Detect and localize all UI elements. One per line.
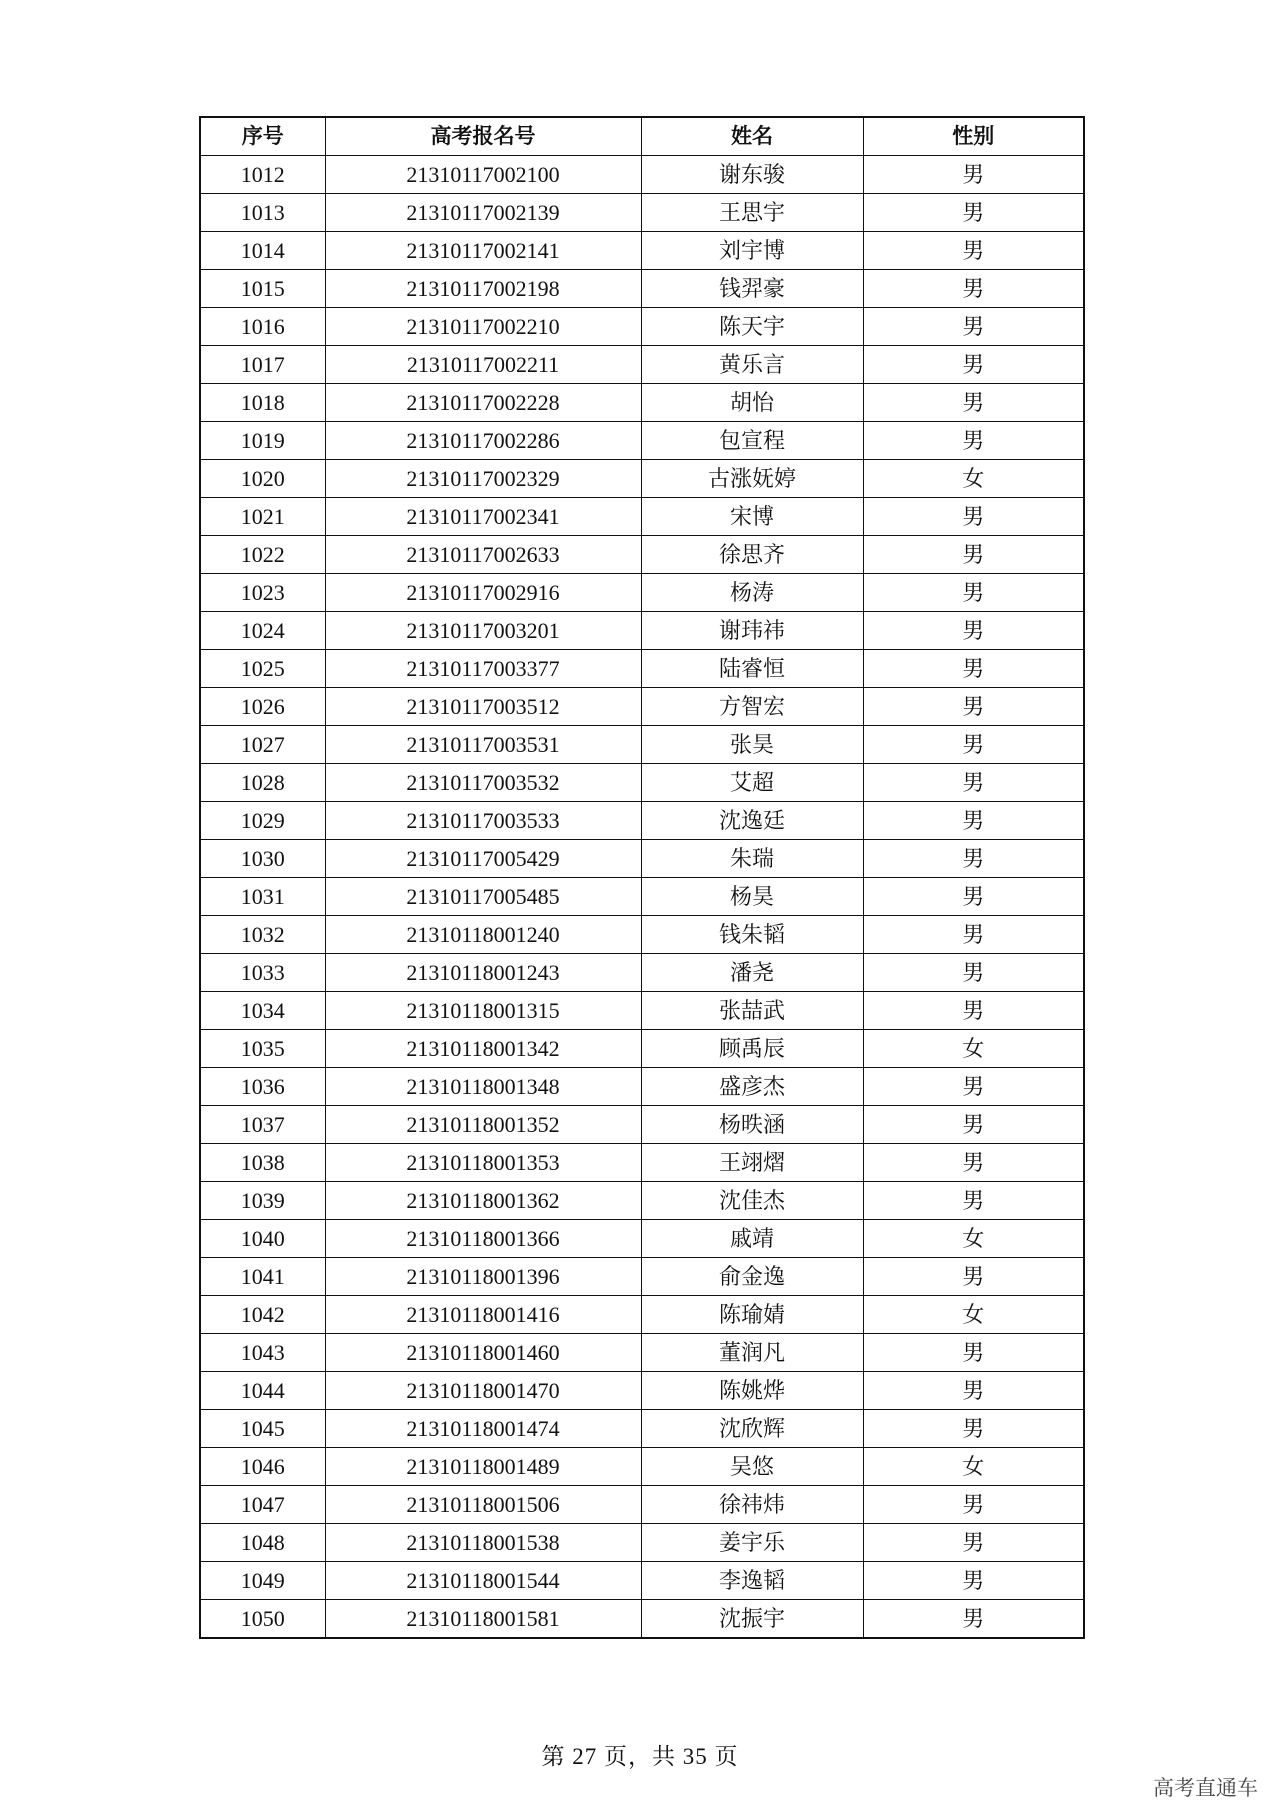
cell-gender: 男: [863, 384, 1084, 422]
cell-index: 1012: [200, 156, 325, 194]
total-pages-number: 35: [682, 1744, 708, 1769]
cell-gender: 男: [863, 1486, 1084, 1524]
cell-name: 杨涛: [641, 574, 863, 612]
cell-registration-number: 21310118001538: [325, 1524, 641, 1562]
cell-index: 1021: [200, 498, 325, 536]
cell-index: 1032: [200, 916, 325, 954]
cell-index: 1022: [200, 536, 325, 574]
table-row: [200, 612, 1084, 650]
cell-name: 顾禹辰: [641, 1030, 863, 1068]
cell-index: 1029: [200, 802, 325, 840]
cell-name: 钱朱韬: [641, 916, 863, 954]
cell-name: 沈佳杰: [641, 1182, 863, 1220]
cell-name: 杨昳涵: [641, 1106, 863, 1144]
table-row: [200, 1334, 1084, 1372]
cell-registration-number: 21310118001544: [325, 1562, 641, 1600]
cell-index: 1045: [200, 1410, 325, 1448]
table-row: [200, 232, 1084, 270]
watermark: 高考直通车: [1153, 1776, 1258, 1800]
cell-index: 1038: [200, 1144, 325, 1182]
cell-registration-number: 21310118001348: [325, 1068, 641, 1106]
cell-gender: 男: [863, 308, 1084, 346]
cell-registration-number: 21310117002341: [325, 498, 641, 536]
cell-index: 1040: [200, 1220, 325, 1258]
cell-registration-number: 21310118001416: [325, 1296, 641, 1334]
cell-index: 1024: [200, 612, 325, 650]
cell-name: 沈振宇: [641, 1600, 863, 1639]
cell-name: 李逸韬: [641, 1562, 863, 1600]
cell-index: 1025: [200, 650, 325, 688]
cell-name: 包宣程: [641, 422, 863, 460]
table-row: [200, 1562, 1084, 1600]
cell-gender: 男: [863, 156, 1084, 194]
cell-registration-number: 21310117002916: [325, 574, 641, 612]
cell-index: 1035: [200, 1030, 325, 1068]
cell-name: 沈欣辉: [641, 1410, 863, 1448]
page-footer: [0, 1738, 1280, 1771]
table-row: [200, 1144, 1084, 1182]
cell-gender: 男: [863, 688, 1084, 726]
table-row: [200, 840, 1084, 878]
cell-name: 朱瑞: [641, 840, 863, 878]
current-page-number: 27: [572, 1744, 598, 1769]
header-index: 序号: [200, 117, 325, 156]
cell-index: 1020: [200, 460, 325, 498]
cell-index: 1034: [200, 992, 325, 1030]
cell-registration-number: 21310117002141: [325, 232, 641, 270]
cell-index: 1041: [200, 1258, 325, 1296]
cell-registration-number: 21310118001366: [325, 1220, 641, 1258]
cell-registration-number: 21310117002100: [325, 156, 641, 194]
cell-gender: 男: [863, 840, 1084, 878]
cell-registration-number: 21310118001240: [325, 916, 641, 954]
cell-name: 戚靖: [641, 1220, 863, 1258]
table-row: [200, 992, 1084, 1030]
cell-index: 1018: [200, 384, 325, 422]
cell-name: 徐祎炜: [641, 1486, 863, 1524]
cell-name: 姜宇乐: [641, 1524, 863, 1562]
cell-name: 董润凡: [641, 1334, 863, 1372]
cell-registration-number: 21310117002329: [325, 460, 641, 498]
cell-registration-number: 21310118001243: [325, 954, 641, 992]
cell-index: 1017: [200, 346, 325, 384]
cell-name: 王思宇: [641, 194, 863, 232]
cell-index: 1033: [200, 954, 325, 992]
cell-index: 1050: [200, 1600, 325, 1639]
table-row: [200, 1524, 1084, 1562]
table-row: [200, 346, 1084, 384]
cell-name: 张昊: [641, 726, 863, 764]
cell-gender: 男: [863, 1410, 1084, 1448]
cell-name: 古涨妩婷: [641, 460, 863, 498]
cell-name: 沈逸廷: [641, 802, 863, 840]
cell-gender: 男: [863, 1144, 1084, 1182]
table-row: [200, 498, 1084, 536]
cell-name: 艾超: [641, 764, 863, 802]
cell-gender: 男: [863, 954, 1084, 992]
cell-gender: 男: [863, 536, 1084, 574]
cell-gender: 女: [863, 1220, 1084, 1258]
table-row: [200, 916, 1084, 954]
cell-gender: 男: [863, 1182, 1084, 1220]
cell-name: 潘尧: [641, 954, 863, 992]
cell-gender: 女: [863, 1448, 1084, 1486]
cell-registration-number: 21310118001342: [325, 1030, 641, 1068]
cell-index: 1043: [200, 1334, 325, 1372]
cell-name: 宋博: [641, 498, 863, 536]
cell-gender: 女: [863, 1030, 1084, 1068]
cell-name: 谢东骏: [641, 156, 863, 194]
table-row: [200, 1296, 1084, 1334]
footer-prefix: 第: [541, 1744, 566, 1769]
cell-registration-number: 21310117003377: [325, 650, 641, 688]
table-row: [200, 574, 1084, 612]
cell-gender: 女: [863, 1296, 1084, 1334]
table-row: [200, 1448, 1084, 1486]
cell-registration-number: 21310117005485: [325, 878, 641, 916]
table-row: [200, 194, 1084, 232]
cell-registration-number: 21310118001396: [325, 1258, 641, 1296]
cell-index: 1048: [200, 1524, 325, 1562]
cell-name: 俞金逸: [641, 1258, 863, 1296]
cell-registration-number: 21310117003531: [325, 726, 641, 764]
cell-registration-number: 21310118001315: [325, 992, 641, 1030]
cell-registration-number: 21310118001489: [325, 1448, 641, 1486]
table-header-row: [200, 117, 1084, 156]
cell-registration-number: 21310118001474: [325, 1410, 641, 1448]
cell-registration-number: 21310117003201: [325, 612, 641, 650]
table-row: [200, 1106, 1084, 1144]
roster-table: [199, 116, 1085, 1639]
cell-gender: 女: [863, 460, 1084, 498]
table-body: [200, 156, 1084, 1639]
cell-registration-number: 21310118001362: [325, 1182, 641, 1220]
cell-registration-number: 21310118001506: [325, 1486, 641, 1524]
cell-registration-number: 21310117002228: [325, 384, 641, 422]
table-row: [200, 1486, 1084, 1524]
cell-gender: 男: [863, 1524, 1084, 1562]
cell-gender: 男: [863, 916, 1084, 954]
cell-gender: 男: [863, 270, 1084, 308]
table-row: [200, 726, 1084, 764]
footer-suffix: 页: [714, 1744, 739, 1769]
cell-name: 陈天宇: [641, 308, 863, 346]
table-row: [200, 1030, 1084, 1068]
cell-index: 1027: [200, 726, 325, 764]
cell-name: 张喆武: [641, 992, 863, 1030]
cell-gender: 男: [863, 574, 1084, 612]
cell-registration-number: 21310117005429: [325, 840, 641, 878]
table-row: [200, 878, 1084, 916]
table-row: [200, 1600, 1084, 1639]
table-row: [200, 688, 1084, 726]
cell-name: 方智宏: [641, 688, 863, 726]
cell-gender: 男: [863, 802, 1084, 840]
cell-index: 1031: [200, 878, 325, 916]
cell-name: 杨昊: [641, 878, 863, 916]
cell-gender: 男: [863, 726, 1084, 764]
cell-gender: 男: [863, 1258, 1084, 1296]
cell-index: 1046: [200, 1448, 325, 1486]
table-row: [200, 1410, 1084, 1448]
cell-gender: 男: [863, 650, 1084, 688]
table-row: [200, 156, 1084, 194]
cell-name: 钱羿豪: [641, 270, 863, 308]
cell-name: 刘宇博: [641, 232, 863, 270]
cell-name: 胡怡: [641, 384, 863, 422]
table-row: [200, 384, 1084, 422]
table-row: [200, 460, 1084, 498]
table-row: [200, 1258, 1084, 1296]
cell-registration-number: 21310118001352: [325, 1106, 641, 1144]
cell-registration-number: 21310118001460: [325, 1334, 641, 1372]
cell-index: 1028: [200, 764, 325, 802]
cell-gender: 男: [863, 346, 1084, 384]
cell-name: 王翊熠: [641, 1144, 863, 1182]
cell-gender: 男: [863, 422, 1084, 460]
table-row: [200, 270, 1084, 308]
cell-registration-number: 21310118001353: [325, 1144, 641, 1182]
cell-index: 1019: [200, 422, 325, 460]
cell-registration-number: 21310117002210: [325, 308, 641, 346]
cell-index: 1044: [200, 1372, 325, 1410]
cell-name: 盛彦杰: [641, 1068, 863, 1106]
header-name: 姓名: [641, 117, 863, 156]
cell-name: 陈瑜婧: [641, 1296, 863, 1334]
cell-name: 陆睿恒: [641, 650, 863, 688]
cell-index: 1015: [200, 270, 325, 308]
footer-middle: 页，共: [604, 1744, 676, 1769]
table-row: [200, 764, 1084, 802]
cell-index: 1013: [200, 194, 325, 232]
cell-registration-number: 21310117003512: [325, 688, 641, 726]
cell-registration-number: 21310117003532: [325, 764, 641, 802]
cell-index: 1023: [200, 574, 325, 612]
cell-gender: 男: [863, 1562, 1084, 1600]
cell-registration-number: 21310117002286: [325, 422, 641, 460]
cell-gender: 男: [863, 992, 1084, 1030]
cell-index: 1026: [200, 688, 325, 726]
cell-name: 吴悠: [641, 1448, 863, 1486]
cell-index: 1042: [200, 1296, 325, 1334]
table-row: [200, 802, 1084, 840]
cell-gender: 男: [863, 232, 1084, 270]
cell-registration-number: 21310118001470: [325, 1372, 641, 1410]
table-row: [200, 1182, 1084, 1220]
cell-index: 1014: [200, 232, 325, 270]
cell-index: 1016: [200, 308, 325, 346]
cell-index: 1049: [200, 1562, 325, 1600]
cell-registration-number: 21310117002211: [325, 346, 641, 384]
cell-gender: 男: [863, 878, 1084, 916]
header-gender: 性别: [863, 117, 1084, 156]
cell-gender: 男: [863, 612, 1084, 650]
table-row: [200, 1068, 1084, 1106]
header-registration-number: 高考报名号: [325, 117, 641, 156]
table-row: [200, 422, 1084, 460]
table-row: [200, 1220, 1084, 1258]
cell-name: 陈姚烨: [641, 1372, 863, 1410]
cell-registration-number: 21310117002198: [325, 270, 641, 308]
table-row: [200, 308, 1084, 346]
cell-index: 1036: [200, 1068, 325, 1106]
cell-index: 1030: [200, 840, 325, 878]
cell-index: 1047: [200, 1486, 325, 1524]
cell-registration-number: 21310117002139: [325, 194, 641, 232]
cell-name: 黄乐言: [641, 346, 863, 384]
cell-gender: 男: [863, 1334, 1084, 1372]
cell-registration-number: 21310118001581: [325, 1600, 641, 1639]
cell-gender: 男: [863, 764, 1084, 802]
cell-registration-number: 21310117002633: [325, 536, 641, 574]
cell-registration-number: 21310117003533: [325, 802, 641, 840]
cell-gender: 男: [863, 1600, 1084, 1639]
table-row: [200, 1372, 1084, 1410]
cell-gender: 男: [863, 194, 1084, 232]
table-row: [200, 954, 1084, 992]
table-row: [200, 536, 1084, 574]
cell-gender: 男: [863, 1068, 1084, 1106]
cell-gender: 男: [863, 498, 1084, 536]
table-row: [200, 650, 1084, 688]
cell-gender: 男: [863, 1106, 1084, 1144]
cell-index: 1037: [200, 1106, 325, 1144]
cell-name: 徐思齐: [641, 536, 863, 574]
cell-index: 1039: [200, 1182, 325, 1220]
cell-name: 谢玮祎: [641, 612, 863, 650]
cell-gender: 男: [863, 1372, 1084, 1410]
